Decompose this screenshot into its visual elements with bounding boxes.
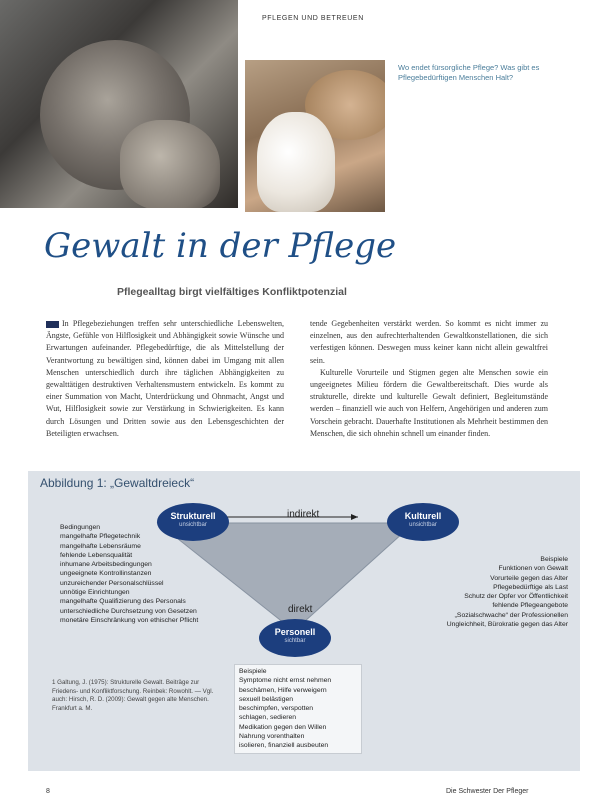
section-label: PFLEGEN UND BETREUEN (262, 15, 364, 22)
node-personal (259, 619, 331, 657)
node-cultural-title: Kulturell (404, 511, 442, 521)
edge-indirect-label: indirekt (287, 509, 320, 520)
indirect-arrow-head-right (351, 514, 358, 520)
article-title: Gewalt in der Pflege (44, 226, 397, 266)
figure-references: 1 Galtung, J. (1975): Strukturelle Gewalt. Beiträge zur Friedens- und Konfliktforschung. Reinbek: Rowohlt. — Vgl. auch: Hirsch, R. D. (2009): Gewalt gegen alte Menschen. Frankfurt a. M. (52, 679, 214, 712)
figure-title: Abbildung 1: „Gewaltdreieck“ (40, 476, 195, 490)
node-cultural (387, 503, 459, 541)
journal-name: Die Schwester Der Pfleger (446, 788, 529, 795)
node-personal-title: Personell (274, 627, 316, 637)
care-towel-photo (245, 60, 385, 212)
paragraph-marker-icon (46, 321, 59, 328)
node-structural-sub: unsichtbar (179, 522, 207, 528)
structural-examples-list: Bedingungen mangelhafte Pflegetechnik mangelhafte Lebensräume fehlende Lebensqualität inhumane Arbeitsbedingungen ungeeignete Kontrollinstanzen unzureichender Personalschlüssel unnötige Einrichtungen mangelhafte Qualifizierung des Personals unterschiedliche Durchsetzung von Gesetzen monetäre Einschränkung von ethischer Pflicht (60, 524, 199, 624)
article-column-1 (46, 318, 284, 440)
node-cultural-sub: unsichtbar (409, 522, 437, 528)
photo-caption: Wo endet fürsorgliche Pflege? Was gibt es Pflegebedürftigen Menschen Halt? (398, 63, 540, 82)
column-1-text: In Pflegebeziehungen treffen sehr unterschiedliche Lebenswelten, Ängste, Gefühle von Hilflosigkeit und Abhängigkeit sowie Wünsche und Erwartungen aufeinander. Pflegebedürftige, die als Mittelstellung der Verantwortung zu bewältigen sind, können dabei im Umgang mit allen Menschen unterschiedlich durch ihre täglichen Abhängigkeiten zu gewalttätigen destruktiven Verhaltensmustern entwickeln. Es kommt zu einer Summation von Macht, Unterdrückung und Ohnmacht, Angst und Wut, Hilflosigkeit sowie zur Verstärkung in Schwierigkeiten. Es kann durch Lösungen und Dritten sowie aus den Lebensgeschichten der Beteiligten erwachsen. (46, 319, 284, 438)
node-structural-title: Strukturell (170, 511, 216, 521)
column-2-paragraph-2: Kulturelle Vorurteile und Stigmen gegen alte Menschen sowie ein ungeeignetes Milieu fördern die Gewaltbereitschaft. Dies wurde als strukturelle, direkte und kulturelle Gewalt definiert, Begleitumstände werden – finanziell wie auch von Helfern, Angehörigen und anderen zum Vorschein gebracht. Dauerhafte Institutionen als Mehrheit bestimmen den Menschen, die sich ohnehin schnell um einander finden. (310, 367, 548, 438)
page-number: 8 (46, 788, 50, 795)
column-2-paragraph-1: tende Gegebenheiten verstärkt werden. So kommt es nicht immer zu einzelnen, aus den aufrechterhaltenden Gewaltkonstellationen, die sich verfestigen können. Deswegen muss keiner kann nicht allein gewaltfrei sein. (310, 319, 548, 365)
node-personal-sub: sichtbar (284, 638, 306, 644)
elderly-man-photo (0, 0, 238, 208)
article-column-2 (310, 318, 548, 440)
cultural-examples-list: Beispiele Funktionen von Gewalt Vorurteile gegen das Alter Pflegebedürftige als Last Schutz der Opfer vor Öffentlichkeit fehlende Pflegeangebote „Sozialschwache“ der Professionellen Ungleichheit, Bürokratie gegen das Alter (446, 556, 568, 629)
edge-direct-label: direkt (288, 604, 313, 615)
personal-examples-box: Beispiele Symptome nicht ernst nehmen beschämen, Hilfe verweigern sexuell belästigen beschimpfen, verspotten schlagen, sedieren Medikation gegen den Willen Nahrung vorenthalten isolieren, finanziell ausbeuten (234, 664, 362, 754)
article-subtitle: Pflegealltag birgt vielfältiges Konfliktpotenzial (117, 286, 347, 298)
